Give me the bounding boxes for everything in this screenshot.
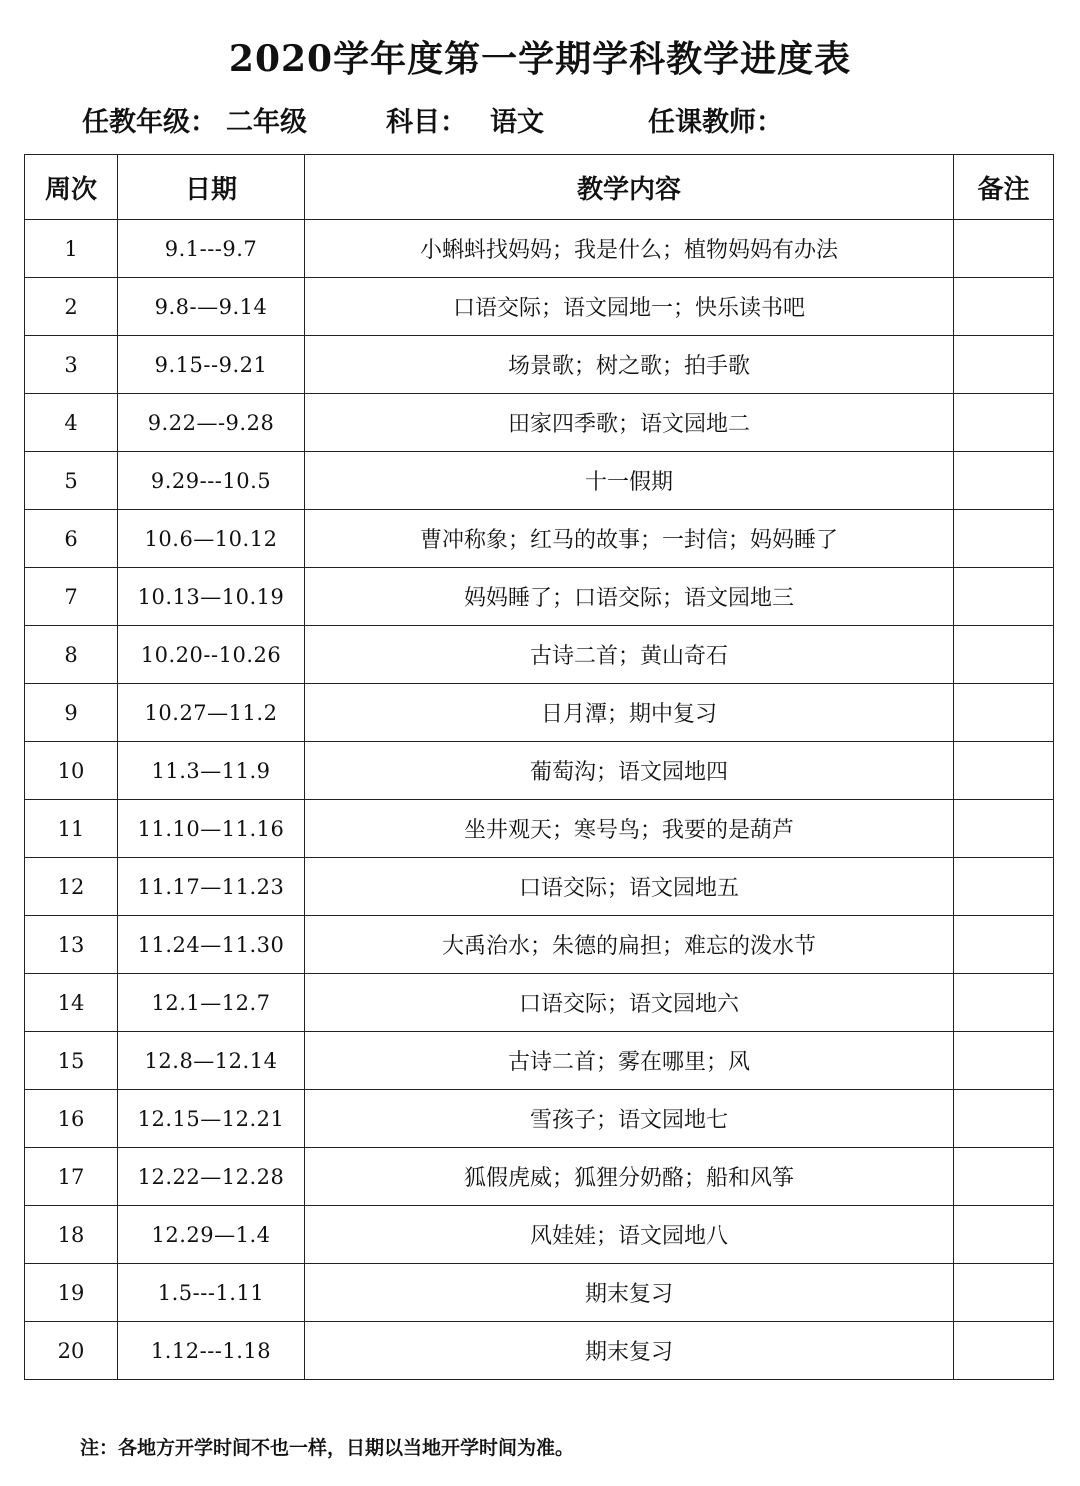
table-row — [25, 1032, 1054, 1090]
date-cell: 11.3—11.9 — [118, 742, 305, 800]
week-cell: 9 — [25, 684, 118, 742]
note-cell — [954, 1206, 1054, 1264]
table-row — [25, 1322, 1054, 1380]
content-cell: 田家四季歌；语文园地二 — [305, 394, 954, 452]
table-row — [25, 278, 1054, 336]
note-cell — [954, 510, 1054, 568]
date-cell: 9.15--9.21 — [118, 336, 305, 394]
content-cell: 口语交际；语文园地五 — [305, 858, 954, 916]
content-cell: 口语交际；语文园地一；快乐读书吧 — [305, 278, 954, 336]
page-title: 2020学年度第一学期学科教学进度表 — [228, 38, 852, 80]
content-cell: 期末复习 — [305, 1264, 954, 1322]
note-cell — [954, 1264, 1054, 1322]
week-cell: 12 — [25, 858, 118, 916]
content-cell: 古诗二首；雾在哪里；风 — [305, 1032, 954, 1090]
date-cell: 11.10—11.16 — [118, 800, 305, 858]
content-cell: 雪孩子；语文园地七 — [305, 1090, 954, 1148]
table-row — [25, 220, 1054, 278]
week-cell: 6 — [25, 510, 118, 568]
note-cell — [954, 626, 1054, 684]
table-row — [25, 974, 1054, 1032]
date-cell: 10.27—11.2 — [118, 684, 305, 742]
date-cell: 10.6—10.12 — [118, 510, 305, 568]
content-cell: 小蝌蚪找妈妈；我是什么；植物妈妈有办法 — [305, 220, 954, 278]
week-cell: 14 — [25, 974, 118, 1032]
table-row — [25, 858, 1054, 916]
week-cell: 20 — [25, 1322, 118, 1380]
content-cell: 十一假期 — [305, 452, 954, 510]
date-cell: 1.5---1.11 — [118, 1264, 305, 1322]
week-cell: 7 — [25, 568, 118, 626]
note-cell — [954, 858, 1054, 916]
content-cell: 口语交际；语文园地六 — [305, 974, 954, 1032]
week-cell: 5 — [25, 452, 118, 510]
schedule-table — [24, 154, 1054, 1380]
note-cell — [954, 800, 1054, 858]
date-cell: 12.15—12.21 — [118, 1090, 305, 1148]
table-row — [25, 800, 1054, 858]
note-cell — [954, 1322, 1054, 1380]
date-cell: 10.13—10.19 — [118, 568, 305, 626]
content-cell: 狐假虎威；狐狸分奶酪；船和风筝 — [305, 1148, 954, 1206]
note-cell — [954, 568, 1054, 626]
content-cell: 期末复习 — [305, 1322, 954, 1380]
week-cell: 13 — [25, 916, 118, 974]
teacher-label: 任课教师： — [648, 107, 783, 138]
date-cell: 9.29---10.5 — [118, 452, 305, 510]
footnote: 注：各地方开学时间不也一样，日期以当地开学时间为准。 — [80, 1437, 575, 1459]
date-cell: 9.8-—9.14 — [118, 278, 305, 336]
table-row — [25, 1148, 1054, 1206]
table-row — [25, 336, 1054, 394]
table-row — [25, 1206, 1054, 1264]
note-cell — [954, 684, 1054, 742]
table-row — [25, 568, 1054, 626]
week-cell: 3 — [25, 336, 118, 394]
table-row — [25, 916, 1054, 974]
content-cell: 风娃娃；语文园地八 — [305, 1206, 954, 1264]
content-cell: 古诗二首；黄山奇石 — [305, 626, 954, 684]
content-cell: 日月潭；期中复习 — [305, 684, 954, 742]
week-cell: 1 — [25, 220, 118, 278]
note-cell — [954, 1032, 1054, 1090]
header-date: 日期 — [118, 155, 305, 220]
table-row — [25, 510, 1054, 568]
week-cell: 11 — [25, 800, 118, 858]
date-cell: 12.1—12.7 — [118, 974, 305, 1032]
week-cell: 15 — [25, 1032, 118, 1090]
content-cell: 场景歌；树之歌；拍手歌 — [305, 336, 954, 394]
date-cell: 9.1---9.7 — [118, 220, 305, 278]
content-cell: 大禹治水；朱德的扁担；难忘的泼水节 — [305, 916, 954, 974]
table-row — [25, 452, 1054, 510]
note-cell — [954, 1148, 1054, 1206]
week-cell: 8 — [25, 626, 118, 684]
content-cell: 妈妈睡了；口语交际；语文园地三 — [305, 568, 954, 626]
note-cell — [954, 394, 1054, 452]
table-row — [25, 394, 1054, 452]
note-cell — [954, 452, 1054, 510]
table-row — [25, 742, 1054, 800]
week-cell: 4 — [25, 394, 118, 452]
table-row — [25, 1090, 1054, 1148]
table-row — [25, 1264, 1054, 1322]
date-cell: 12.29—1.4 — [118, 1206, 305, 1264]
note-cell — [954, 742, 1054, 800]
note-cell — [954, 1090, 1054, 1148]
content-cell: 葡萄沟；语文园地四 — [305, 742, 954, 800]
date-cell: 1.12---1.18 — [118, 1322, 305, 1380]
week-cell: 17 — [25, 1148, 118, 1206]
header-content: 教学内容 — [305, 155, 954, 220]
schedule-body — [25, 220, 1054, 1380]
date-cell: 11.17—11.23 — [118, 858, 305, 916]
date-cell: 10.20--10.26 — [118, 626, 305, 684]
week-cell: 18 — [25, 1206, 118, 1264]
table-row — [25, 684, 1054, 742]
note-cell — [954, 220, 1054, 278]
subject-value: 语文 — [490, 107, 544, 138]
header-note: 备注 — [954, 155, 1054, 220]
week-cell: 16 — [25, 1090, 118, 1148]
content-cell: 坐井观天；寒号鸟；我要的是葫芦 — [305, 800, 954, 858]
week-cell: 19 — [25, 1264, 118, 1322]
note-cell — [954, 336, 1054, 394]
week-cell: 10 — [25, 742, 118, 800]
grade-value: 二年级 — [226, 107, 307, 138]
week-cell: 2 — [25, 278, 118, 336]
header-row — [25, 155, 1054, 220]
date-cell: 12.22—12.28 — [118, 1148, 305, 1206]
note-cell — [954, 278, 1054, 336]
subject-label: 科目： — [386, 107, 467, 138]
content-cell: 曹冲称象；红马的故事；一封信；妈妈睡了 — [305, 510, 954, 568]
table-row — [25, 626, 1054, 684]
grade-label: 任教年级： — [82, 107, 217, 138]
date-cell: 11.24—11.30 — [118, 916, 305, 974]
date-cell: 12.8—12.14 — [118, 1032, 305, 1090]
header-week: 周次 — [25, 155, 118, 220]
note-cell — [954, 974, 1054, 1032]
note-cell — [954, 916, 1054, 974]
date-cell: 9.22—-9.28 — [118, 394, 305, 452]
